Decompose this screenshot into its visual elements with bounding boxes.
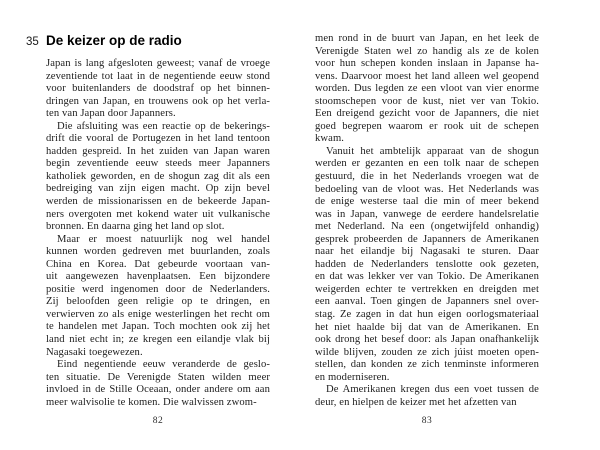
text-line: invloed in de Stille Oceaan, onder andere om aan bbox=[46, 384, 270, 396]
text-line: kwam. bbox=[315, 133, 345, 145]
text-line: Die afsluiting was een reactie op de bekerings- bbox=[57, 120, 270, 132]
text-line: Verenigde Staten wel zo handig als ze de kolen bbox=[315, 45, 539, 57]
text-line: hadden gespreid. In het zuiden van Japan waren bbox=[46, 145, 270, 157]
text-line: dringen van Japan, en trouwens ook op het verla- bbox=[46, 95, 270, 107]
text-line: voor buitenlanders de doodstraf op het binnen- bbox=[46, 83, 270, 95]
text-line: goed begrepen waarom er rook uit de schepen bbox=[315, 120, 539, 132]
text-line: te handelen met Japan. Toch mochten ook zij het bbox=[46, 321, 270, 333]
text-line: en dat was lekker ver van Tokio. De Amerikanen bbox=[315, 271, 539, 283]
text-line: Zij beloofden geen religie op te dringen, en bbox=[46, 296, 270, 308]
text-line: naar het eilandje bij Nagasaki te sturen. Daar bbox=[315, 246, 539, 258]
text-line: stoomschepen voor de kust, niet ver van Tokio. bbox=[315, 95, 539, 107]
text-line: ten situatie. De Verenigde Staten wilden meer bbox=[46, 371, 270, 383]
text-line: met Nederland. Na een (ongetwijfeld onhandig) bbox=[315, 221, 539, 233]
text-line: zeventiende tot laat in de negentiende eeuw stond bbox=[46, 70, 270, 82]
chapter-title: De keizer op de radio bbox=[46, 33, 182, 48]
text-line: uit aangewezen havenplaatsen. Een bijzondere bbox=[46, 271, 270, 283]
text-line: men rond in de buurt van Japan, en het leek de bbox=[315, 33, 539, 44]
text-line: voor hun schepen konden inslaan in Japanse ha- bbox=[315, 58, 539, 70]
text-line: ook drong het besef door: als Japan onafhankelijk bbox=[315, 334, 539, 346]
text-line: stag. Ze zagen in dat hun eigen oorlogsmateriaal bbox=[315, 309, 539, 321]
text-line: Japan is lang afgesloten geweest; vanaf de vroege bbox=[46, 58, 270, 69]
text-line: Maar er moest natuurlijk nog wel handel bbox=[57, 233, 270, 245]
text-line: werden de missionarissen en de bekeerde Japan- bbox=[46, 196, 270, 208]
left-page-body-text bbox=[46, 58, 270, 409]
text-line: gesprek probeerden de Japanners de Amerikanen bbox=[315, 233, 539, 245]
text-line: De Amerikanen kregen dus een voet tussen de bbox=[326, 384, 539, 396]
text-line: Eind negentiende eeuw veranderde de geslo- bbox=[57, 359, 270, 371]
text-line: ners overgoten met kokend water uit vulkanische bbox=[46, 208, 270, 220]
text-line: stellen, dan konden ze zich tenminste informeren bbox=[315, 359, 539, 371]
text-line: een aanval. Toen gingen de Japanners snel over- bbox=[315, 296, 539, 308]
paragraph bbox=[46, 359, 270, 409]
left-page-number: 82 bbox=[152, 416, 164, 426]
text-line: land niet echt in; ze kregen een eilandje vlak bij bbox=[46, 334, 270, 346]
text-line: drift die vooral de Portugezen in het land tentoon bbox=[46, 133, 270, 145]
paragraph bbox=[46, 121, 270, 234]
text-line: wilde blijven, zouden ze zich júist moeten open- bbox=[315, 346, 539, 358]
paragraph bbox=[315, 33, 539, 146]
text-line: deur, en hielpen de keizer met het afzetten van bbox=[315, 396, 517, 408]
text-line: Nagasaki toegewezen. bbox=[46, 346, 143, 358]
text-line: kunnen worden gedreven met buurlanden, zoals bbox=[46, 246, 270, 258]
text-line: gestuurd, die in het Nederlands vroegen wat de bbox=[315, 171, 539, 183]
text-line: was in Japan, vanwege de eerdere handelsrelatie bbox=[315, 208, 539, 220]
text-line: werden er gezanten en een tolk naar de schepen bbox=[315, 158, 539, 170]
text-line: bronnen. En daarna ging het land op slot. bbox=[46, 221, 225, 233]
paragraph bbox=[315, 384, 539, 409]
text-line: en moderniseren. bbox=[315, 371, 390, 383]
text-line: meer walvisolie te komen. Die walvissen zwom- bbox=[46, 396, 257, 408]
text-line: Vanuit het ambtelijk apparaat van de shogun bbox=[326, 145, 539, 157]
paragraph bbox=[315, 146, 539, 384]
text-line: begin zeventiende eeuw steeds meer Japanners bbox=[46, 158, 270, 170]
paragraph bbox=[46, 234, 270, 359]
text-line: hadden de Nederlanders tenslotte ook gezeten, bbox=[315, 258, 539, 270]
text-line: Een dreigend gezicht voor de Japanners, die niet bbox=[315, 108, 539, 120]
text-line: bedreiging van zijn eigen macht. Op zijn bevel bbox=[46, 183, 270, 195]
paragraph bbox=[46, 58, 270, 121]
text-line: weigerden echter te vertrekken en dreigden met bbox=[315, 283, 539, 295]
text-line: katholiek geworden, en de shogun zag dit als een bbox=[46, 170, 270, 182]
text-line: positie werd ingenomen door de Nederlanders. bbox=[46, 283, 270, 295]
right-page-number: 83 bbox=[421, 416, 433, 426]
text-line: de enige westerse taal die min of meer bekend bbox=[315, 196, 539, 208]
text-line: het niet haalde bij dat van de Amerikanen. En bbox=[315, 321, 539, 333]
right-page-body-text bbox=[315, 33, 539, 409]
page-right bbox=[315, 33, 539, 433]
page-left bbox=[26, 33, 270, 433]
text-line: verwierven zo als enige westerlingen het recht om bbox=[46, 308, 270, 320]
text-line: vens. Daarvoor moest het land alleen wel geopend bbox=[315, 70, 539, 82]
text-line: worden. Dus legden ze een vloot van vier enorme bbox=[315, 83, 539, 95]
text-line: bedoeling van de vloot was. Het Nederlands was bbox=[315, 183, 539, 195]
text-line: ten van Japan door Japanners. bbox=[46, 108, 176, 120]
text-line: China en Korea. Dat gebeurde voortaan van- bbox=[46, 258, 270, 270]
chapter-number: 35 bbox=[26, 35, 39, 48]
chapter-heading bbox=[26, 33, 270, 48]
